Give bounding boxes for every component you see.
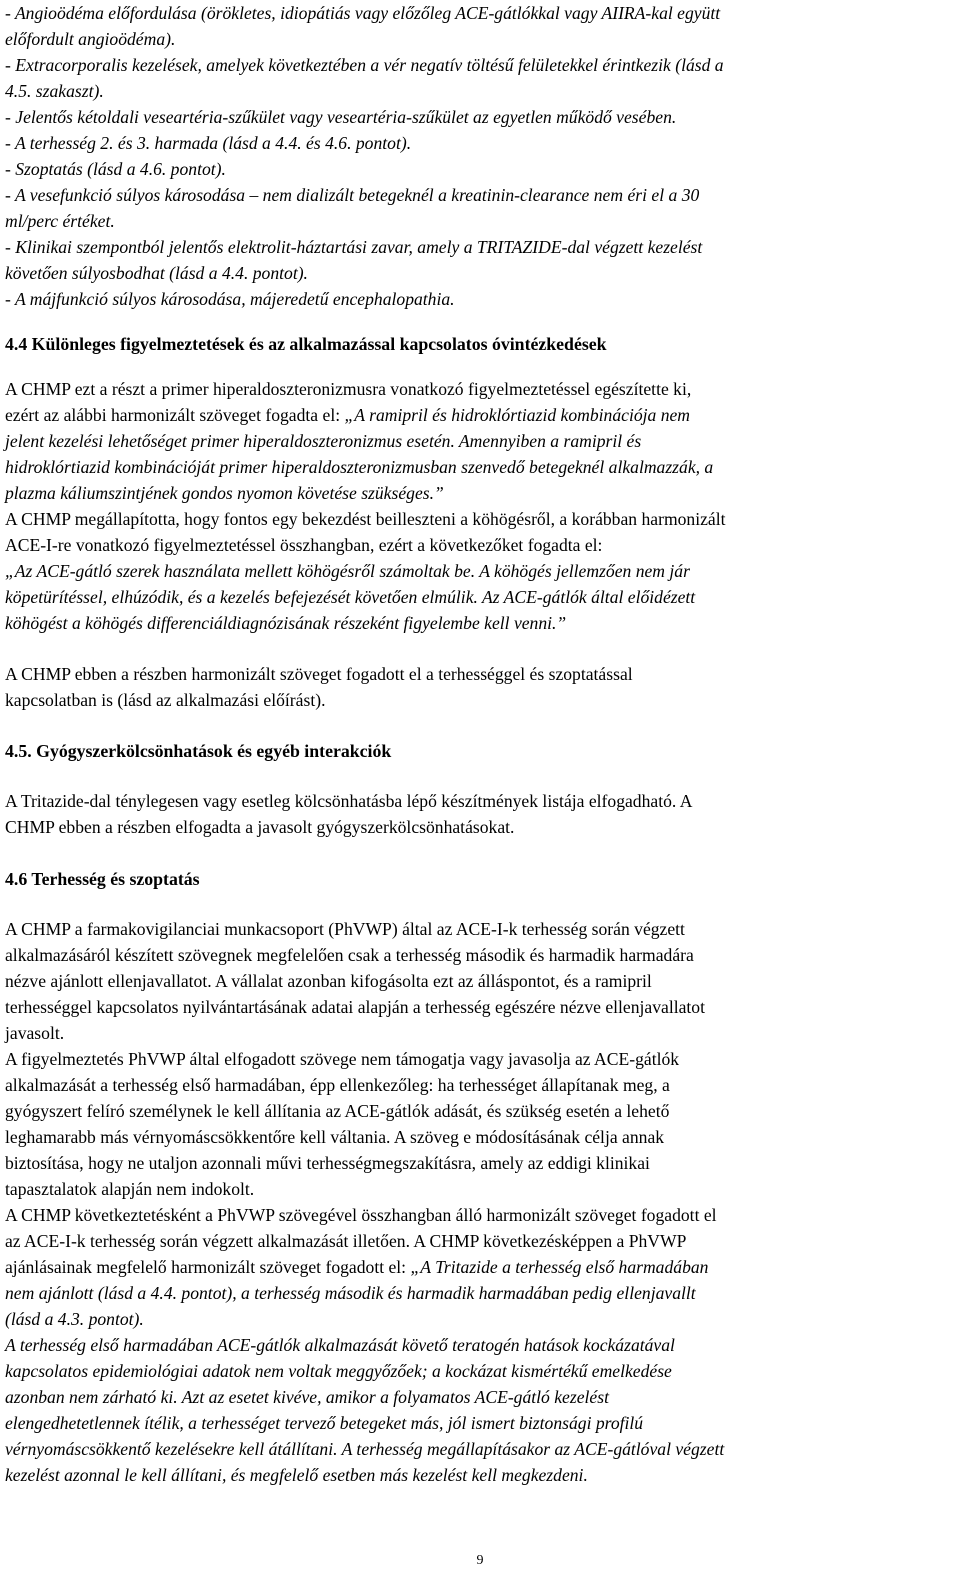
section-4-4-heading: 4.4 Különleges figyelmeztetések és az alkalmazással kapcsolatos óvintézkedések [5, 334, 607, 354]
text-line [5, 561, 690, 581]
text-line [5, 1309, 144, 1329]
italic-text-run: - Szoptatás (lásd a 4.6. pontot). [5, 159, 226, 179]
text-line [5, 81, 104, 101]
italic-text-run: (lásd a 4.3. pontot). [5, 1309, 144, 1329]
text-run: A CHMP megállapította, hogy fontos egy bekezdést beilleszteni a köhögésről, a korábban harmonizált [5, 509, 726, 529]
text-line [5, 159, 226, 179]
text-line [5, 509, 726, 529]
text-line [5, 211, 115, 231]
italic-text-run: - Jelentős kétoldali veseartéria-szűkület vagy veseartéria-szűkület az egyetlen működő vesében. [5, 107, 677, 127]
italic-text-run: A terhesség első harmadában ACE-gátlók alkalmazását követő teratogén hatások kockázatával [5, 1335, 675, 1355]
italic-text-run: - Angioödéma előfordulása (örökletes, idiopátiás vagy előzőleg ACE-gátlókkal vagy AIIRA-kal együtt [5, 3, 721, 23]
italic-text-run: előfordult angioödéma). [5, 29, 176, 49]
page-number: 9 [476, 1553, 484, 1568]
text-line [5, 1335, 675, 1355]
italic-text-run: - A vesefunkció súlyos károsodása – nem dializált betegeknél a kreatinin-clearance nem éri el a 30 [5, 185, 700, 205]
italic-text-run: „A ramipril és hidroklórtiazid kombinációja nem [344, 405, 691, 425]
text-line [5, 1049, 679, 1069]
italic-text-run: követően súlyosbodhat (lásd a 4.4. pontot). [5, 263, 308, 283]
italic-text-run: jelent kezelési lehetőséget primer hiperaldoszteronizmus esetén. Amennyiben a ramipril és [5, 431, 642, 451]
italic-text-run: köhögést a köhögés differenciáldiagnózisának részeként figyelembe kell venni.” [5, 613, 567, 633]
text-run: CHMP ebben a részben elfogadta a javasolt gyógyszerkölcsönhatásokat. [5, 817, 515, 837]
text-line [5, 1413, 643, 1433]
text-line [5, 237, 702, 257]
text-line [5, 1257, 708, 1277]
text-run: tapasztalatok alapján nem indokolt. [5, 1179, 255, 1199]
text-line [5, 1439, 724, 1459]
text-line [5, 379, 691, 399]
italic-text-run: kapcsolatos epidemiológiai adatok nem voltak meggyőzőek; a kockázat kismértékű emelkedése [5, 1361, 672, 1381]
text-line [5, 1101, 669, 1121]
italic-text-run: nem ajánlott (lásd a 4.4. pontot), a terhesség második és harmadik harmadában pedig ellenjavallt [5, 1283, 696, 1303]
section-4-5-heading: 4.5. Gyógyszerkölcsönhatások és egyéb interakciók [5, 741, 392, 761]
text-line [5, 1205, 717, 1225]
text-run: nézve ajánlott ellenjavallatot. A vállalat azonban kifogásolta ezt az álláspontot, és a ramipril [5, 971, 652, 991]
italic-text-run: elengedhetetlennek ítélik, a terhességet tervező betegeket más, jól ismert biztonsági profilú [5, 1413, 644, 1433]
text-run: A CHMP ezt a részt a primer hiperaldoszteronizmusra vonatkozó figyelmeztetéssel egészítette ki, [5, 379, 692, 399]
text-run: A Tritazide-dal ténylegesen vagy esetleg kölcsönhatásba lépő készítmények listája elfogadható. A [5, 791, 693, 811]
text-run: ACE-I-re vonatkozó figyelmeztetéssel összhangban, ezért a következőket fogadta el: [5, 535, 603, 555]
text-line [5, 289, 455, 309]
text-line [5, 263, 308, 283]
italic-text-run: vérnyomáscsökkentő kezelésekre kell átállítani. A terhesség megállapításakor az ACE-gátlóval végzett [5, 1439, 725, 1459]
text-run: ajánlásainak megfelelő harmonizált szöveget fogadott el: [5, 1257, 411, 1277]
italic-text-run: hidroklórtiazid kombinációját primer hiperaldoszteronizmusban szenvedő betegeknél alkalmazzák, a [5, 457, 714, 477]
section-4-6-heading: 4.6 Terhesség és szoptatás [5, 869, 200, 889]
text-run: javasolt. [5, 1023, 65, 1043]
text-line [5, 664, 633, 684]
text-line [5, 457, 713, 477]
text-line [5, 1075, 670, 1095]
text-line [5, 133, 411, 153]
text-line [5, 1231, 686, 1251]
text-run: A CHMP a farmakovigilanciai munkacsoport (PhVWP) által az ACE-I-k terhesség során végzett [5, 919, 685, 939]
text-run: terhességgel kapcsolatos nyilvántartásának adatai alapján a terhesség egészére nézve ellenjavallatot [5, 997, 705, 1017]
text-run: ezért az alábbi harmonizált szöveget fogadta el: [5, 405, 345, 425]
text-line [5, 55, 724, 75]
italic-text-run: plazma káliumszintjének gondos nyomon követése szükséges.” [5, 483, 444, 503]
italic-text-run: ml/perc értéket. [5, 211, 115, 231]
italic-text-run: „Az ACE-gátló szerek használata mellett köhögésről számoltak be. A köhögés jellemzően nem jár [5, 561, 690, 581]
text-line [5, 791, 692, 811]
text-line [5, 1361, 672, 1381]
text-run: alkalmazását a terhesség első harmadában, épp ellenkezőleg: ha terhességet állapítanak meg, a [5, 1075, 670, 1095]
text-run: kapcsolatban is (lásd az alkalmazási előírást). [5, 690, 326, 710]
text-line [5, 1153, 650, 1173]
text-line [5, 483, 444, 503]
text-run: alkalmazásáról készített szövegnek megfelelően csak a terhesség második és harmadik harmadára [5, 945, 694, 965]
text-line [5, 587, 695, 607]
italic-text-run: - Extracorporalis kezelések, amelyek következtében a vér negatív töltésű felületekkel érintkezik (lásd a [5, 55, 724, 75]
text-line [5, 919, 685, 939]
text-line [5, 107, 676, 127]
text-line [5, 1023, 64, 1043]
italic-text-run: - Klinikai szempontból jelentős elektrolit-háztartási zavar, amely a TRITAZIDE-dal végzett kezelést [5, 237, 703, 257]
italic-text-run: - A terhesség 2. és 3. harmada (lásd a 4.4. és 4.6. pontot). [5, 133, 412, 153]
text-line [5, 817, 514, 837]
text-run: A CHMP ebben a részben harmonizált szöveget fogadott el a terhességgel és szoptatással [5, 664, 633, 684]
text-line [5, 1387, 609, 1407]
text-run: gyógyszert felíró személynek le kell állítania az ACE-gátlók adását, és szükség esetén a lehető [5, 1101, 670, 1121]
text-line [5, 535, 602, 555]
text-line [5, 613, 566, 633]
text-line [5, 997, 705, 1017]
text-line [5, 1465, 588, 1485]
text-line [5, 971, 652, 991]
text-line [5, 29, 175, 49]
text-run: az ACE-I-k terhesség során végzett alkalmazását illetően. A CHMP következésképpen a PhVWP [5, 1231, 687, 1251]
text-line [5, 690, 325, 710]
text-line [5, 431, 641, 451]
italic-text-run: kezelést azonnal le kell állítani, és megfelelő esetben más kezelést kell megkezdeni. [5, 1465, 588, 1485]
text-line [5, 185, 699, 205]
text-line [5, 945, 694, 965]
text-line [5, 405, 690, 425]
text-run: A CHMP következtetésként a PhVWP szövegével összhangban álló harmonizált szöveget fogadott el [5, 1205, 717, 1225]
italic-text-run: „A Tritazide a terhesség első harmadában [410, 1257, 709, 1277]
text-line [5, 1179, 254, 1199]
text-run: biztosítása, hogy ne utaljon azonnali művi terhességmegszakításra, amely az eddigi klinikai [5, 1153, 650, 1173]
text-line [5, 1127, 664, 1147]
text-line [5, 3, 720, 23]
italic-text-run: köpetürítéssel, elhúzódik, és a kezelés befejezését követően elmúlik. Az ACE-gátlók által előidézett [5, 587, 696, 607]
italic-text-run: 4.5. szakaszt). [5, 81, 104, 101]
italic-text-run: azonban nem zárható ki. Azt az esetet kivéve, amikor a folyamatos ACE-gátló kezelést [5, 1387, 609, 1407]
text-line [5, 1283, 696, 1303]
text-run: leghamarabb más vérnyomáscsökkentőre kell váltania. A szöveg e módosításának célja annak [5, 1127, 665, 1147]
text-run: A figyelmeztetés PhVWP által elfogadott szövege nem támogatja vagy javasolja az ACE-gátlók [5, 1049, 680, 1069]
italic-text-run: - A májfunkció súlyos károsodása, májeredetű encephalopathia. [5, 289, 455, 309]
